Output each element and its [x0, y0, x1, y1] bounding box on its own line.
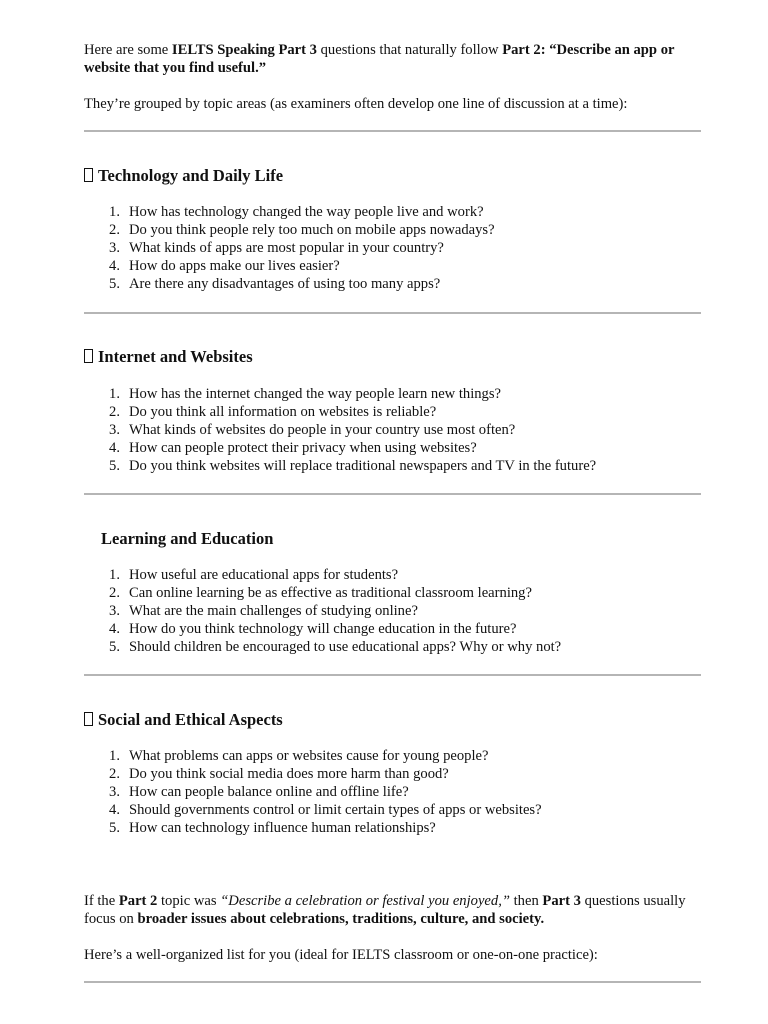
section-heading — [84, 347, 253, 367]
list-item — [84, 802, 542, 820]
list-number: 4. — [109, 439, 120, 456]
section-title-text: Technology and Daily Life — [98, 166, 284, 185]
list-number: 2. — [109, 584, 120, 601]
question-text: Do you think social media does more harm than good? — [129, 765, 449, 782]
horizontal-rule — [84, 493, 701, 495]
list-item — [84, 422, 596, 440]
list-number: 1. — [109, 386, 120, 402]
question-text: How has technology changed the way people live and work? — [129, 204, 484, 220]
list-number: 1. — [109, 748, 120, 764]
list-number: 3. — [109, 239, 120, 256]
list-item — [84, 440, 596, 458]
list-item — [84, 820, 542, 838]
list-item — [84, 639, 561, 657]
intro-paragraph — [84, 41, 701, 77]
outro-italic-topic: “Describe a celebration or festival you enjoyed,” — [220, 893, 510, 909]
question-list — [84, 386, 596, 475]
list-item — [84, 585, 561, 603]
missing-glyph-box-icon — [84, 349, 93, 363]
list-item — [84, 784, 542, 802]
list-number: 3. — [109, 421, 120, 438]
outro-bold-part2: Part 2 — [118, 893, 158, 909]
section-title-text: Social and Ethical Aspects — [98, 710, 283, 729]
intro-bold-part2-topic: Part 2: “Describe an app or website that you find useful.” — [84, 42, 675, 76]
section-title-text: Learning and Education — [101, 529, 274, 548]
list-item — [84, 567, 561, 585]
question-text: Do you think all information on websites is reliable? — [129, 403, 437, 420]
question-text: How do you think technology will change education in the future? — [129, 620, 517, 637]
list-item — [84, 222, 495, 240]
list-number: 5. — [109, 819, 120, 836]
horizontal-rule — [84, 674, 701, 676]
question-list — [84, 204, 495, 293]
list-number: 5. — [109, 457, 120, 474]
question-text: What problems can apps or websites cause for young people? — [129, 748, 489, 764]
outro-bold-part3: Part 3 — [542, 893, 581, 909]
horizontal-rule — [84, 981, 701, 983]
question-text: What kinds of websites do people in your country use most often? — [129, 421, 516, 438]
outro-text: questions usually focus on — [84, 893, 686, 927]
list-number: 5. — [109, 638, 120, 655]
question-text: How can people balance online and offline life? — [129, 783, 409, 800]
outro-paragraph — [84, 892, 701, 928]
question-text: How do apps make our lives easier? — [129, 257, 340, 274]
question-text: Can online learning be as effective as traditional classroom learning? — [129, 584, 532, 601]
list-number: 3. — [109, 783, 120, 800]
intro-text: Here are some — [84, 42, 172, 58]
question-text: Are there any disadvantages of using too many apps? — [129, 275, 441, 292]
list-item — [84, 258, 495, 276]
question-text: How can people protect their privacy when using websites? — [129, 439, 477, 456]
question-text: What kinds of apps are most popular in your country? — [129, 239, 444, 256]
section-heading — [84, 529, 273, 549]
outro-bold-focus: broader issues about celebrations, traditions, culture, and society. — [137, 911, 545, 927]
intro-text: questions that naturally follow — [316, 42, 503, 58]
list-item — [84, 404, 596, 422]
list-number: 4. — [109, 257, 120, 274]
question-text: Should governments control or limit certain types of apps or websites? — [129, 801, 542, 818]
list-item — [84, 748, 542, 766]
grouping-note: They’re grouped by topic areas (as examiners often develop one line of discussion at a time): — [84, 96, 628, 112]
outro-text: then — [509, 893, 543, 909]
section-heading — [84, 166, 283, 186]
section-heading — [84, 710, 283, 730]
list-number: 2. — [109, 765, 120, 782]
question-text: Do you think websites will replace traditional newspapers and TV in the future? — [129, 457, 597, 474]
question-list — [84, 567, 561, 656]
section-title-text: Internet and Websites — [98, 347, 253, 366]
missing-glyph-box-icon — [84, 712, 93, 726]
list-item — [84, 603, 561, 621]
intro-bold-part3: IELTS Speaking Part 3 — [171, 42, 317, 58]
horizontal-rule — [84, 312, 701, 314]
list-number: 1. — [109, 204, 120, 220]
question-text: How can technology influence human relationships? — [129, 819, 436, 836]
list-item — [84, 240, 495, 258]
list-number: 5. — [109, 275, 120, 292]
outro-list-intro: Here’s a well-organized list for you (ideal for IELTS classroom or one-on-one practice): — [84, 947, 598, 963]
list-item — [84, 204, 495, 222]
horizontal-rule — [84, 130, 701, 132]
list-number: 2. — [109, 403, 120, 420]
question-text: What are the main challenges of studying online? — [129, 602, 418, 619]
list-item — [84, 621, 561, 639]
outro-text: topic was — [157, 893, 221, 909]
list-item — [84, 458, 596, 476]
question-list — [84, 748, 542, 837]
missing-glyph-box-icon — [84, 168, 93, 182]
question-text: How useful are educational apps for students? — [129, 567, 399, 583]
list-number: 4. — [109, 801, 120, 818]
list-item — [84, 276, 495, 294]
outro-text: If the — [84, 893, 119, 909]
question-text: How has the internet changed the way people learn new things? — [129, 386, 502, 402]
list-item — [84, 386, 596, 404]
list-number: 3. — [109, 602, 120, 619]
question-text: Should children be encouraged to use educational apps? Why or why not? — [129, 638, 562, 655]
question-text: Do you think people rely too much on mobile apps nowadays? — [129, 221, 495, 238]
list-item — [84, 766, 542, 784]
list-number: 4. — [109, 620, 120, 637]
list-number: 2. — [109, 221, 120, 238]
list-number: 1. — [109, 567, 120, 583]
